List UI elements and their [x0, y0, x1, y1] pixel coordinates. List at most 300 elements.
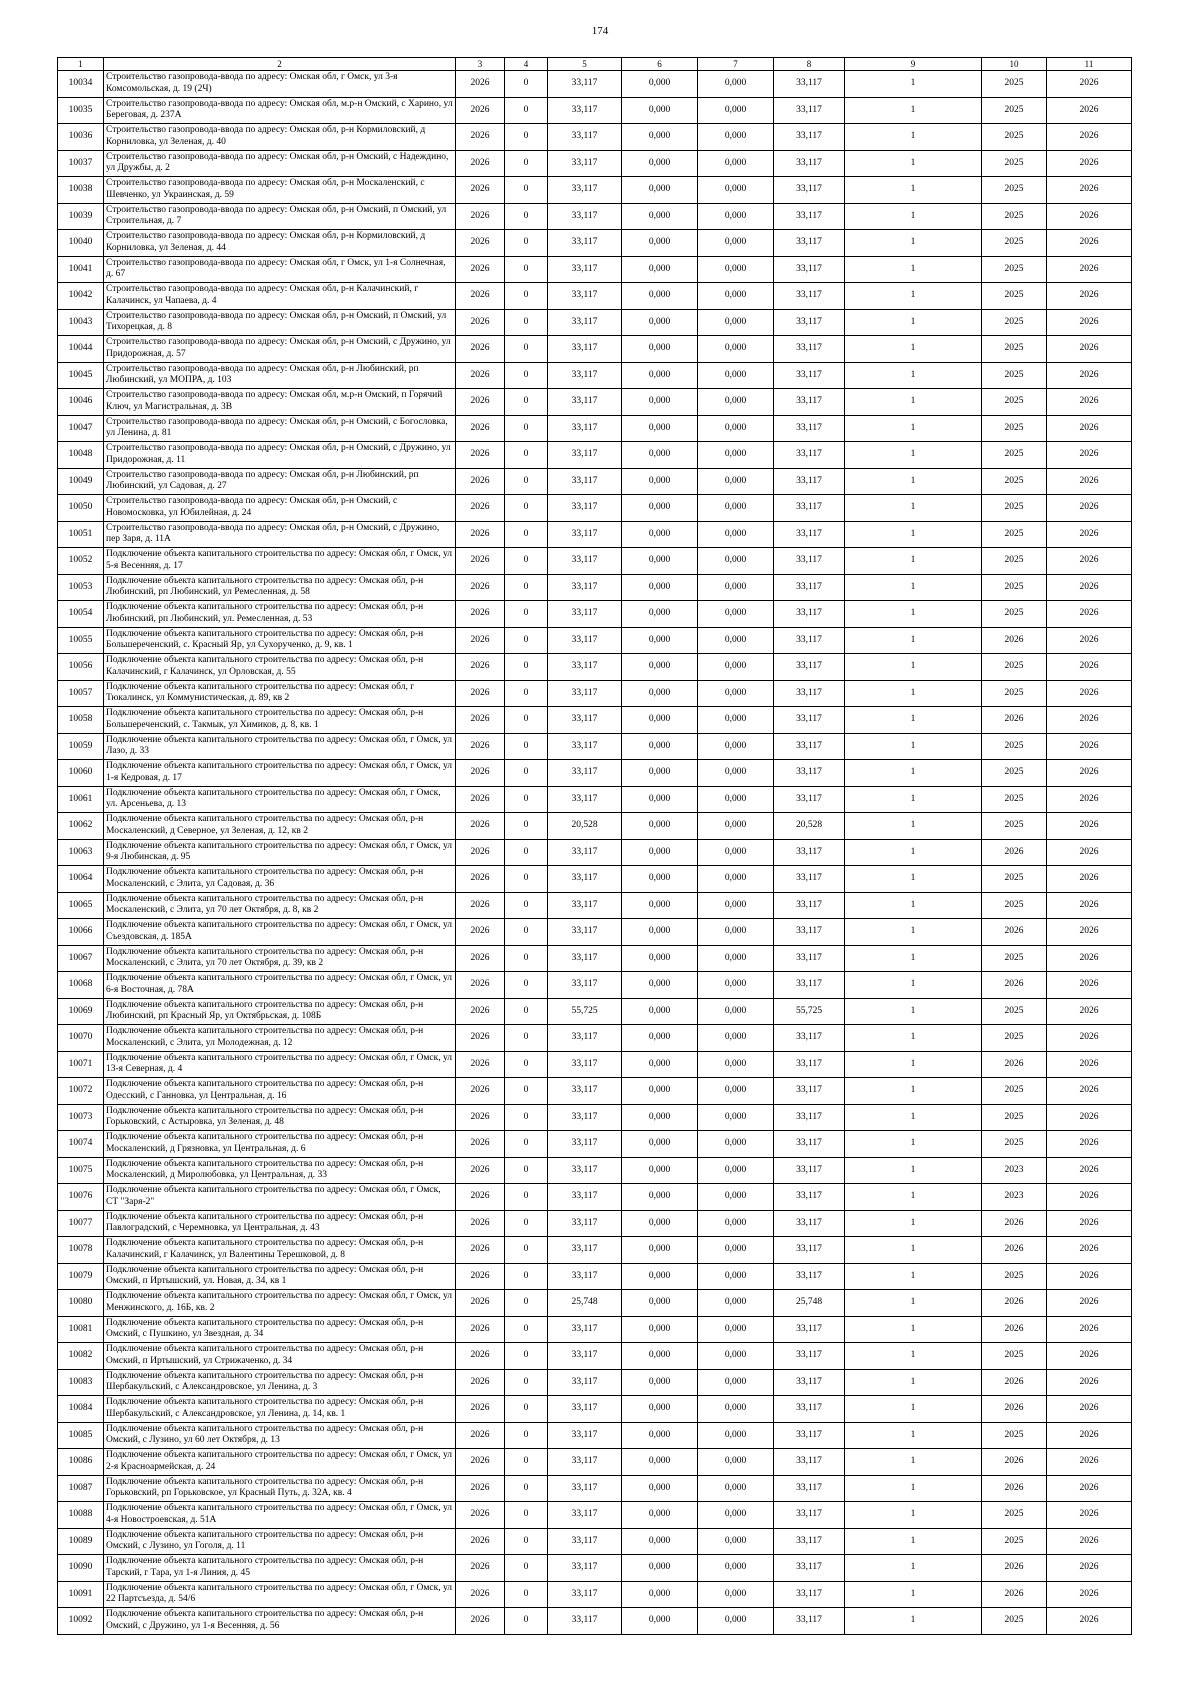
table-row: [58, 813, 1132, 840]
row-col4-cell: 0: [505, 1157, 548, 1184]
row-col3-cell: 2026: [456, 1528, 505, 1555]
row-col4-cell: 0: [505, 998, 548, 1025]
row-col7-cell: 0,000: [698, 415, 774, 442]
table-row: [58, 1449, 1132, 1476]
row-col5-cell: 33,117: [548, 468, 622, 495]
row-description-cell: Подключение объекта капитального строительства по адресу: Омская обл, г Омск, ул 6-я Восточная, д. 78А: [104, 972, 456, 999]
row-col3-cell: 2026: [456, 654, 505, 681]
row-col5-cell: 33,117: [548, 1396, 622, 1423]
row-col11-cell: 2026: [1047, 707, 1132, 734]
table-row: [58, 892, 1132, 919]
table-row: [58, 1528, 1132, 1555]
table-row: [58, 495, 1132, 522]
row-col11-cell: 2026: [1047, 760, 1132, 787]
row-col6-cell: 0,000: [622, 1078, 698, 1105]
row-col4-cell: 0: [505, 283, 548, 310]
row-col6-cell: 0,000: [622, 945, 698, 972]
row-col4-cell: 0: [505, 1343, 548, 1370]
row-col5-cell: 25,748: [548, 1290, 622, 1317]
row-col8-cell: 33,117: [774, 548, 845, 575]
row-id-cell: 10054: [58, 601, 104, 628]
row-col11-cell: 2026: [1047, 203, 1132, 230]
row-col5-cell: 33,117: [548, 1025, 622, 1052]
row-col4-cell: 0: [505, 1051, 548, 1078]
row-col8-cell: 33,117: [774, 203, 845, 230]
row-col4-cell: 0: [505, 866, 548, 893]
row-col3-cell: 2026: [456, 1555, 505, 1582]
row-col6-cell: 0,000: [622, 1608, 698, 1635]
row-col8-cell: 33,117: [774, 786, 845, 813]
row-id-cell: 10043: [58, 309, 104, 336]
row-id-cell: 10072: [58, 1078, 104, 1105]
row-col6-cell: 0,000: [622, 839, 698, 866]
row-col7-cell: 0,000: [698, 998, 774, 1025]
row-col11-cell: 2026: [1047, 786, 1132, 813]
row-col11-cell: 2026: [1047, 945, 1132, 972]
row-id-cell: 10091: [58, 1581, 104, 1608]
row-col3-cell: 2026: [456, 468, 505, 495]
row-col11-cell: 2026: [1047, 495, 1132, 522]
row-description-cell: Подключение объекта капитального строительства по адресу: Омская обл, г Омск, СТ "Заря-2": [104, 1184, 456, 1211]
row-col7-cell: 0,000: [698, 1396, 774, 1423]
row-col10-cell: 2025: [982, 733, 1047, 760]
row-col6-cell: 0,000: [622, 336, 698, 363]
row-col11-cell: 2026: [1047, 1343, 1132, 1370]
table-row: [58, 786, 1132, 813]
row-id-cell: 10090: [58, 1555, 104, 1582]
row-col4-cell: 0: [505, 680, 548, 707]
row-col4-cell: 0: [505, 1502, 548, 1529]
row-col7-cell: 0,000: [698, 336, 774, 363]
row-description-cell: Строительство газопровода-ввода по адресу: Омская обл, р-н Кормиловский, д Корниловка, ул Зеленая, д. 40: [104, 124, 456, 151]
row-col9-cell: 1: [845, 786, 982, 813]
table-row: [58, 309, 1132, 336]
row-col6-cell: 0,000: [622, 813, 698, 840]
row-col9-cell: 1: [845, 256, 982, 283]
row-description-cell: Подключение объекта капитального строительства по адресу: Омская обл, р-н Омский, п Иртышский, ул. Новая, д. 34, кв 1: [104, 1263, 456, 1290]
row-col8-cell: 33,117: [774, 442, 845, 469]
row-col6-cell: 0,000: [622, 1025, 698, 1052]
row-col5-cell: 33,117: [548, 1475, 622, 1502]
row-col9-cell: 1: [845, 1237, 982, 1264]
row-col3-cell: 2026: [456, 1343, 505, 1370]
row-col11-cell: 2026: [1047, 442, 1132, 469]
row-id-cell: 10035: [58, 97, 104, 124]
row-col8-cell: 33,117: [774, 1528, 845, 1555]
row-col8-cell: 33,117: [774, 389, 845, 416]
row-col6-cell: 0,000: [622, 1210, 698, 1237]
row-col3-cell: 2026: [456, 362, 505, 389]
row-col8-cell: 33,117: [774, 1608, 845, 1635]
row-col8-cell: 33,117: [774, 1237, 845, 1264]
table-row: [58, 627, 1132, 654]
column-header: 7: [698, 58, 774, 71]
row-col10-cell: 2026: [982, 1369, 1047, 1396]
row-col11-cell: 2026: [1047, 1237, 1132, 1264]
row-col8-cell: 33,117: [774, 1449, 845, 1476]
table-row: [58, 945, 1132, 972]
row-col7-cell: 0,000: [698, 1316, 774, 1343]
row-col7-cell: 0,000: [698, 972, 774, 999]
row-col5-cell: 33,117: [548, 1131, 622, 1158]
row-col9-cell: 1: [845, 892, 982, 919]
row-col8-cell: 33,117: [774, 1316, 845, 1343]
row-id-cell: 10045: [58, 362, 104, 389]
row-id-cell: 10092: [58, 1608, 104, 1635]
row-col4-cell: 0: [505, 1581, 548, 1608]
row-col9-cell: 1: [845, 813, 982, 840]
row-description-cell: Строительство газопровода-ввода по адресу: Омская обл, м.р-н Омский, с Харино, ул Береговая, д. 237А: [104, 97, 456, 124]
table-row: [58, 1184, 1132, 1211]
row-id-cell: 10068: [58, 972, 104, 999]
row-col10-cell: 2026: [982, 919, 1047, 946]
row-col10-cell: 2026: [982, 972, 1047, 999]
row-col9-cell: 1: [845, 1051, 982, 1078]
row-col8-cell: 33,117: [774, 1104, 845, 1131]
row-id-cell: 10081: [58, 1316, 104, 1343]
row-col6-cell: 0,000: [622, 495, 698, 522]
row-col6-cell: 0,000: [622, 1396, 698, 1423]
row-col7-cell: 0,000: [698, 177, 774, 204]
row-col8-cell: 33,117: [774, 336, 845, 363]
row-col4-cell: 0: [505, 97, 548, 124]
row-id-cell: 10075: [58, 1157, 104, 1184]
row-col3-cell: 2026: [456, 309, 505, 336]
row-col8-cell: 33,117: [774, 97, 845, 124]
row-col3-cell: 2026: [456, 1316, 505, 1343]
table-row: [58, 1157, 1132, 1184]
row-col10-cell: 2025: [982, 150, 1047, 177]
row-id-cell: 10041: [58, 256, 104, 283]
row-col6-cell: 0,000: [622, 1051, 698, 1078]
row-col10-cell: 2026: [982, 1581, 1047, 1608]
row-col11-cell: 2026: [1047, 521, 1132, 548]
row-col3-cell: 2026: [456, 680, 505, 707]
row-col8-cell: 33,117: [774, 707, 845, 734]
row-col6-cell: 0,000: [622, 733, 698, 760]
row-col8-cell: 33,117: [774, 362, 845, 389]
row-col10-cell: 2025: [982, 866, 1047, 893]
row-col4-cell: 0: [505, 521, 548, 548]
row-col5-cell: 33,117: [548, 892, 622, 919]
row-col6-cell: 0,000: [622, 442, 698, 469]
row-col11-cell: 2026: [1047, 1316, 1132, 1343]
row-col5-cell: 33,117: [548, 707, 622, 734]
row-col3-cell: 2026: [456, 574, 505, 601]
table-row: [58, 1396, 1132, 1423]
row-id-cell: 10053: [58, 574, 104, 601]
row-col5-cell: 33,117: [548, 866, 622, 893]
row-col10-cell: 2026: [982, 1396, 1047, 1423]
row-col5-cell: 33,117: [548, 1078, 622, 1105]
row-col8-cell: 33,117: [774, 892, 845, 919]
row-col5-cell: 33,117: [548, 177, 622, 204]
row-col9-cell: 1: [845, 1025, 982, 1052]
row-col11-cell: 2026: [1047, 468, 1132, 495]
row-col7-cell: 0,000: [698, 654, 774, 681]
row-col11-cell: 2026: [1047, 972, 1132, 999]
row-col3-cell: 2026: [456, 256, 505, 283]
table-row: [58, 1290, 1132, 1317]
table-row: [58, 1316, 1132, 1343]
row-col10-cell: 2026: [982, 1051, 1047, 1078]
row-col7-cell: 0,000: [698, 1131, 774, 1158]
table-row: [58, 1581, 1132, 1608]
row-id-cell: 10059: [58, 733, 104, 760]
row-col3-cell: 2026: [456, 1369, 505, 1396]
row-id-cell: 10065: [58, 892, 104, 919]
row-description-cell: Строительство газопровода-ввода по адресу: Омская обл, г Омск, ул 3-я Комсомольская, д. 19 (2Ч): [104, 71, 456, 98]
row-col9-cell: 1: [845, 1555, 982, 1582]
row-col6-cell: 0,000: [622, 1290, 698, 1317]
row-col4-cell: 0: [505, 654, 548, 681]
row-col9-cell: 1: [845, 548, 982, 575]
row-col11-cell: 2026: [1047, 839, 1132, 866]
row-description-cell: Подключение объекта капитального строительства по адресу: Омская обл, р-н Омский, с Пушкино, ул Звездная, д. 34: [104, 1316, 456, 1343]
row-id-cell: 10089: [58, 1528, 104, 1555]
row-id-cell: 10076: [58, 1184, 104, 1211]
row-col3-cell: 2026: [456, 177, 505, 204]
row-description-cell: Строительство газопровода-ввода по адресу: Омская обл, г Омск, ул 1-я Солнечная, д. 67: [104, 256, 456, 283]
row-col8-cell: 33,117: [774, 177, 845, 204]
row-description-cell: Подключение объекта капитального строительства по адресу: Омская обл, р-н Омский, с Лузино, ул Гоголя, д. 11: [104, 1528, 456, 1555]
row-col9-cell: 1: [845, 1608, 982, 1635]
row-col9-cell: 1: [845, 309, 982, 336]
table-row: [58, 680, 1132, 707]
row-col6-cell: 0,000: [622, 919, 698, 946]
row-col10-cell: 2025: [982, 495, 1047, 522]
row-col8-cell: 33,117: [774, 972, 845, 999]
row-id-cell: 10040: [58, 230, 104, 257]
row-col4-cell: 0: [505, 919, 548, 946]
row-col6-cell: 0,000: [622, 680, 698, 707]
table-row: [58, 760, 1132, 787]
row-description-cell: Подключение объекта капитального строительства по адресу: Омская обл, р-н Большереченский, с. Красный Яр, ул Сухорученко, д. 9, кв. 1: [104, 627, 456, 654]
row-col3-cell: 2026: [456, 1396, 505, 1423]
row-col8-cell: 33,117: [774, 521, 845, 548]
row-description-cell: Подключение объекта капитального строительства по адресу: Омская обл, г Омск, ул 13-я Северная, д. 4: [104, 1051, 456, 1078]
row-col6-cell: 0,000: [622, 1184, 698, 1211]
row-col5-cell: 33,117: [548, 733, 622, 760]
row-col10-cell: 2026: [982, 1316, 1047, 1343]
row-col3-cell: 2026: [456, 124, 505, 151]
row-col3-cell: 2026: [456, 442, 505, 469]
row-col9-cell: 1: [845, 71, 982, 98]
table-row: [58, 442, 1132, 469]
row-id-cell: 10070: [58, 1025, 104, 1052]
row-col9-cell: 1: [845, 124, 982, 151]
row-col10-cell: 2023: [982, 1157, 1047, 1184]
row-col10-cell: 2025: [982, 654, 1047, 681]
row-col11-cell: 2026: [1047, 1025, 1132, 1052]
row-col11-cell: 2026: [1047, 1157, 1132, 1184]
row-col4-cell: 0: [505, 389, 548, 416]
row-col7-cell: 0,000: [698, 1502, 774, 1529]
row-col11-cell: 2026: [1047, 1475, 1132, 1502]
row-col3-cell: 2026: [456, 336, 505, 363]
row-col10-cell: 2025: [982, 415, 1047, 442]
row-col7-cell: 0,000: [698, 1475, 774, 1502]
row-col9-cell: 1: [845, 336, 982, 363]
row-col11-cell: 2026: [1047, 1184, 1132, 1211]
row-col11-cell: 2026: [1047, 389, 1132, 416]
table-row: [58, 230, 1132, 257]
row-col6-cell: 0,000: [622, 1422, 698, 1449]
row-col5-cell: 33,117: [548, 1369, 622, 1396]
row-col8-cell: 33,117: [774, 627, 845, 654]
row-col3-cell: 2026: [456, 389, 505, 416]
row-col9-cell: 1: [845, 1184, 982, 1211]
table-row: [58, 707, 1132, 734]
row-col4-cell: 0: [505, 1290, 548, 1317]
row-col7-cell: 0,000: [698, 1290, 774, 1317]
row-col6-cell: 0,000: [622, 1343, 698, 1370]
table-row: [58, 998, 1132, 1025]
row-col6-cell: 0,000: [622, 415, 698, 442]
row-id-cell: 10056: [58, 654, 104, 681]
row-col11-cell: 2026: [1047, 574, 1132, 601]
table-row: [58, 1608, 1132, 1635]
row-col8-cell: 33,117: [774, 1078, 845, 1105]
table-body: [58, 58, 1132, 1635]
row-col4-cell: 0: [505, 415, 548, 442]
table-row: [58, 150, 1132, 177]
row-col10-cell: 2025: [982, 760, 1047, 787]
row-col5-cell: 33,117: [548, 627, 622, 654]
row-col5-cell: 20,528: [548, 813, 622, 840]
row-col3-cell: 2026: [456, 892, 505, 919]
row-col9-cell: 1: [845, 760, 982, 787]
row-description-cell: Строительство газопровода-ввода по адресу: Омская обл, р-н Омский, п Омский, ул Тихорецкая, д. 8: [104, 309, 456, 336]
row-col3-cell: 2026: [456, 813, 505, 840]
table-row: [58, 1025, 1132, 1052]
row-col11-cell: 2026: [1047, 1290, 1132, 1317]
row-col11-cell: 2026: [1047, 1131, 1132, 1158]
table-row: [58, 1343, 1132, 1370]
table-row: [58, 548, 1132, 575]
row-col10-cell: 2026: [982, 839, 1047, 866]
row-col5-cell: 33,117: [548, 1104, 622, 1131]
table-row: [58, 468, 1132, 495]
row-col3-cell: 2026: [456, 945, 505, 972]
row-id-cell: 10063: [58, 839, 104, 866]
table-row: [58, 1051, 1132, 1078]
row-col10-cell: 2025: [982, 1263, 1047, 1290]
row-col7-cell: 0,000: [698, 521, 774, 548]
row-col3-cell: 2026: [456, 1025, 505, 1052]
row-col4-cell: 0: [505, 1025, 548, 1052]
row-col6-cell: 0,000: [622, 972, 698, 999]
row-col6-cell: 0,000: [622, 1316, 698, 1343]
column-header: 4: [505, 58, 548, 71]
row-col4-cell: 0: [505, 601, 548, 628]
row-col6-cell: 0,000: [622, 707, 698, 734]
row-col3-cell: 2026: [456, 1608, 505, 1635]
row-description-cell: Подключение объекта капитального строительства по адресу: Омская обл, р-н Горьковский, рп Горьковское, ул Красный Путь, д. 32А, кв. 4: [104, 1475, 456, 1502]
table-row: [58, 1263, 1132, 1290]
row-col11-cell: 2026: [1047, 1396, 1132, 1423]
row-col6-cell: 0,000: [622, 1449, 698, 1476]
table-row: [58, 1078, 1132, 1105]
row-col5-cell: 33,117: [548, 1051, 622, 1078]
row-col7-cell: 0,000: [698, 283, 774, 310]
row-col10-cell: 2025: [982, 1422, 1047, 1449]
table-row: [58, 1131, 1132, 1158]
row-col7-cell: 0,000: [698, 813, 774, 840]
row-col4-cell: 0: [505, 1131, 548, 1158]
row-description-cell: Подключение объекта капитального строительства по адресу: Омская обл, р-н Калачинский, г Калачинск, ул Орловская, д. 55: [104, 654, 456, 681]
row-col8-cell: 33,117: [774, 1184, 845, 1211]
table-row: [58, 97, 1132, 124]
row-col3-cell: 2026: [456, 415, 505, 442]
row-col3-cell: 2026: [456, 1502, 505, 1529]
row-col6-cell: 0,000: [622, 998, 698, 1025]
row-col4-cell: 0: [505, 733, 548, 760]
row-col4-cell: 0: [505, 150, 548, 177]
row-col4-cell: 0: [505, 442, 548, 469]
row-col10-cell: 2025: [982, 813, 1047, 840]
row-id-cell: 10067: [58, 945, 104, 972]
row-col3-cell: 2026: [456, 1449, 505, 1476]
row-col3-cell: 2026: [456, 230, 505, 257]
row-col9-cell: 1: [845, 1449, 982, 1476]
row-col4-cell: 0: [505, 892, 548, 919]
row-col6-cell: 0,000: [622, 256, 698, 283]
row-col4-cell: 0: [505, 124, 548, 151]
row-col3-cell: 2026: [456, 760, 505, 787]
row-col10-cell: 2025: [982, 230, 1047, 257]
row-col11-cell: 2026: [1047, 71, 1132, 98]
row-col9-cell: 1: [845, 442, 982, 469]
row-col4-cell: 0: [505, 813, 548, 840]
data-table: [57, 57, 1132, 1635]
row-col9-cell: 1: [845, 945, 982, 972]
table-row: [58, 177, 1132, 204]
row-col9-cell: 1: [845, 468, 982, 495]
row-col3-cell: 2026: [456, 1581, 505, 1608]
column-header: 3: [456, 58, 505, 71]
row-col6-cell: 0,000: [622, 654, 698, 681]
row-col7-cell: 0,000: [698, 945, 774, 972]
row-col7-cell: 0,000: [698, 707, 774, 734]
row-id-cell: 10055: [58, 627, 104, 654]
row-col8-cell: 33,117: [774, 1555, 845, 1582]
row-col11-cell: 2026: [1047, 230, 1132, 257]
row-col11-cell: 2026: [1047, 177, 1132, 204]
row-col5-cell: 33,117: [548, 256, 622, 283]
table-row: [58, 866, 1132, 893]
row-col10-cell: 2025: [982, 601, 1047, 628]
row-col3-cell: 2026: [456, 1157, 505, 1184]
row-description-cell: Строительство газопровода-ввода по адресу: Омская обл, м.р-н Омский, п Горячий Ключ, ул Магистральная, д. 3В: [104, 389, 456, 416]
row-description-cell: Подключение объекта капитального строительства по адресу: Омская обл, р-н Любинский, рп Любинский, ул. Ремесленная, д. 53: [104, 601, 456, 628]
row-description-cell: Подключение объекта капитального строительства по адресу: Омская обл, р-н Шербакульский, с Александровское, ул Ленина, д. 3: [104, 1369, 456, 1396]
table-row: [58, 1422, 1132, 1449]
row-col11-cell: 2026: [1047, 336, 1132, 363]
row-col9-cell: 1: [845, 1104, 982, 1131]
row-col9-cell: 1: [845, 495, 982, 522]
row-id-cell: 10058: [58, 707, 104, 734]
row-col6-cell: 0,000: [622, 1475, 698, 1502]
row-id-cell: 10048: [58, 442, 104, 469]
row-col8-cell: 20,528: [774, 813, 845, 840]
row-description-cell: Строительство газопровода-ввода по адресу: Омская обл, р-н Омский, с Дружино, ул Придорожная, д. 57: [104, 336, 456, 363]
row-col5-cell: 33,117: [548, 919, 622, 946]
row-col8-cell: 33,117: [774, 1396, 845, 1423]
row-col10-cell: 2026: [982, 1475, 1047, 1502]
row-col10-cell: 2025: [982, 336, 1047, 363]
row-col8-cell: 33,117: [774, 919, 845, 946]
